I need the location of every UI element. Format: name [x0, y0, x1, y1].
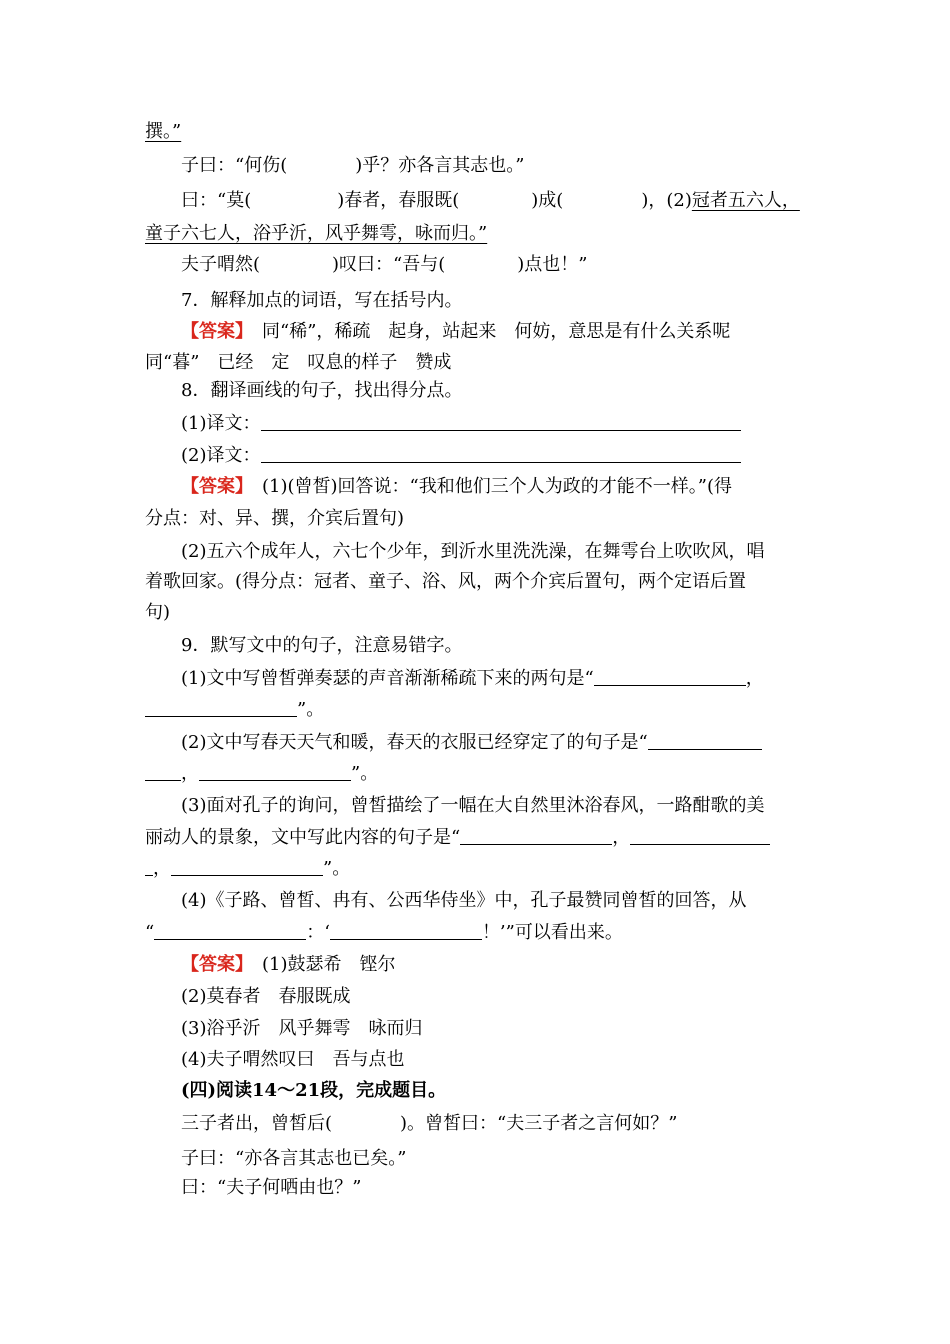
text: 子曰：“何伤(: [181, 155, 288, 176]
text: (2)译文：: [181, 445, 261, 466]
question-7: 7．解释加点的词语，写在括号内。: [181, 290, 463, 311]
text: ，: [745, 668, 764, 689]
text: “: [145, 922, 155, 943]
text: )春者，春服既(: [337, 190, 460, 211]
answer-8-line-1: [181, 475, 732, 499]
answer-blank[interactable]: [145, 698, 297, 717]
answer-blank[interactable]: [199, 762, 351, 781]
text: ，: [181, 763, 199, 784]
answer-blank[interactable]: [154, 921, 306, 940]
q9-part-2-line-1: [181, 731, 762, 755]
q9-part-3-line-1: (3)面对孔子的询问，曾皙描绘了一幅在大自然里沐浴春风，一路酣歌的美: [181, 795, 765, 816]
text: ”。: [323, 858, 351, 879]
answer-8-line-4: 着歌回家。(得分点：冠者、童子、浴、风，两个介宾后置句，两个定语后置: [145, 571, 747, 592]
text: 三子者出，曾皙后(: [181, 1113, 333, 1134]
underlined-text: 童子六七人，浴乎沂，风乎舞雩，咏而归。”: [145, 223, 488, 244]
question-9: 9．默写文中的句子，注意易错字。: [181, 635, 463, 656]
answer-tag: 【答案】: [181, 321, 244, 342]
underlined-text: 冠者五六人，: [691, 190, 800, 211]
text: )乎？亦各言其志也。”: [355, 155, 525, 176]
passage-line-4: [145, 222, 487, 246]
answer-blank[interactable]: [261, 444, 741, 463]
answer-blank[interactable]: [594, 667, 746, 686]
text: 曰：“莫(: [181, 190, 252, 211]
passage-line-1: [145, 120, 181, 144]
answer-blank[interactable]: [648, 731, 762, 750]
translation-line-2: [181, 444, 741, 468]
text: 丽动人的景象，文中写此内容的句子是“: [145, 827, 461, 848]
answer-text: (1)鼓瑟希 铿尔: [262, 954, 396, 975]
text: ”。: [297, 699, 325, 720]
answer-9-line-1: [181, 953, 396, 977]
text: )成(: [531, 190, 564, 211]
answer-8-line-5: 句): [145, 602, 171, 623]
q9-part-1-line-2: [145, 698, 324, 722]
answer-blank[interactable]: [145, 857, 153, 876]
passage-line-3: [181, 189, 800, 213]
underlined-text: 撰。”: [145, 121, 182, 142]
text: (1)文中写曾皙弹奏瑟的声音渐渐稀疏下来的两句是“: [181, 668, 594, 689]
answer-blank[interactable]: [330, 921, 482, 940]
text: )点也！”: [517, 254, 588, 275]
text: ！’”可以看出来。: [481, 922, 623, 943]
text: )叹曰：“吾与(: [332, 254, 446, 275]
passage-line-5: [181, 253, 588, 277]
answer-blank[interactable]: [460, 826, 612, 845]
text: ，: [153, 858, 171, 879]
answer-9-line-4: (4)夫子喟然叹曰 吾与点也: [181, 1049, 405, 1070]
answer-blank[interactable]: [261, 412, 741, 431]
text: )，(2): [641, 190, 692, 211]
answer-text: 同“稀”，稀疏 起身，站起来 何妨，意思是有什么关系呢: [262, 321, 731, 342]
section-4-line-1: [181, 1112, 677, 1136]
answer-9-line-2: (2)莫春者 春服既成: [181, 986, 351, 1007]
answer-7-line-1: [181, 320, 730, 344]
answer-8-line-3: (2)五六个成年人，六七个少年，到沂水里洗洗澡，在舞雩台上吹吹风，唱: [181, 541, 765, 562]
answer-blank[interactable]: [171, 857, 323, 876]
answer-text: (1)(曾皙)回答说：“我和他们三个人为政的才能不一样。”(得: [262, 476, 732, 497]
q9-part-4-line-2: [145, 921, 623, 945]
text: (1)译文：: [181, 413, 261, 434]
translation-line-1: [181, 412, 741, 436]
text: )。曾皙曰：“夫三子者之言何如？”: [400, 1113, 678, 1134]
passage-line-2: [181, 154, 524, 178]
text: 夫子喟然(: [181, 254, 261, 275]
q9-part-4-line-1: (4)《子路、曾皙、冉有、公西华侍坐》中，孔子最赞同曾皙的回答，从: [181, 890, 747, 911]
answer-8-line-2: 分点：对、异、撰，介宾后置句): [145, 508, 405, 529]
answer-blank[interactable]: [145, 762, 181, 781]
q9-part-3-line-3: [145, 857, 350, 881]
text: ”。: [351, 763, 379, 784]
text: ，: [612, 827, 631, 848]
answer-7-line-2: 同“暮” 已经 定 叹息的样子 赞成: [145, 352, 452, 373]
section-4-line-2: 子曰：“亦各言其志也已矣。”: [181, 1148, 407, 1169]
answer-tag: 【答案】: [181, 476, 244, 497]
answer-9-line-3: (3)浴乎沂 风乎舞雩 咏而归: [181, 1018, 423, 1039]
question-8: 8．翻译画线的句子，找出得分点。: [181, 380, 463, 401]
text: (2)文中写春天天气和暖，春天的衣服已经穿定了的句子是“: [181, 732, 648, 753]
answer-blank[interactable]: [630, 826, 770, 845]
section-4-line-3: 曰：“夫子何哂由也？”: [181, 1177, 362, 1198]
q9-part-1-line-1: [181, 667, 764, 691]
section-4-title: (四)阅读14～21段，完成题目。: [181, 1080, 447, 1101]
q9-part-3-line-2: [145, 826, 770, 850]
text: ：‘: [306, 922, 330, 943]
q9-part-2-line-2: [145, 762, 378, 786]
answer-tag: 【答案】: [181, 954, 244, 975]
